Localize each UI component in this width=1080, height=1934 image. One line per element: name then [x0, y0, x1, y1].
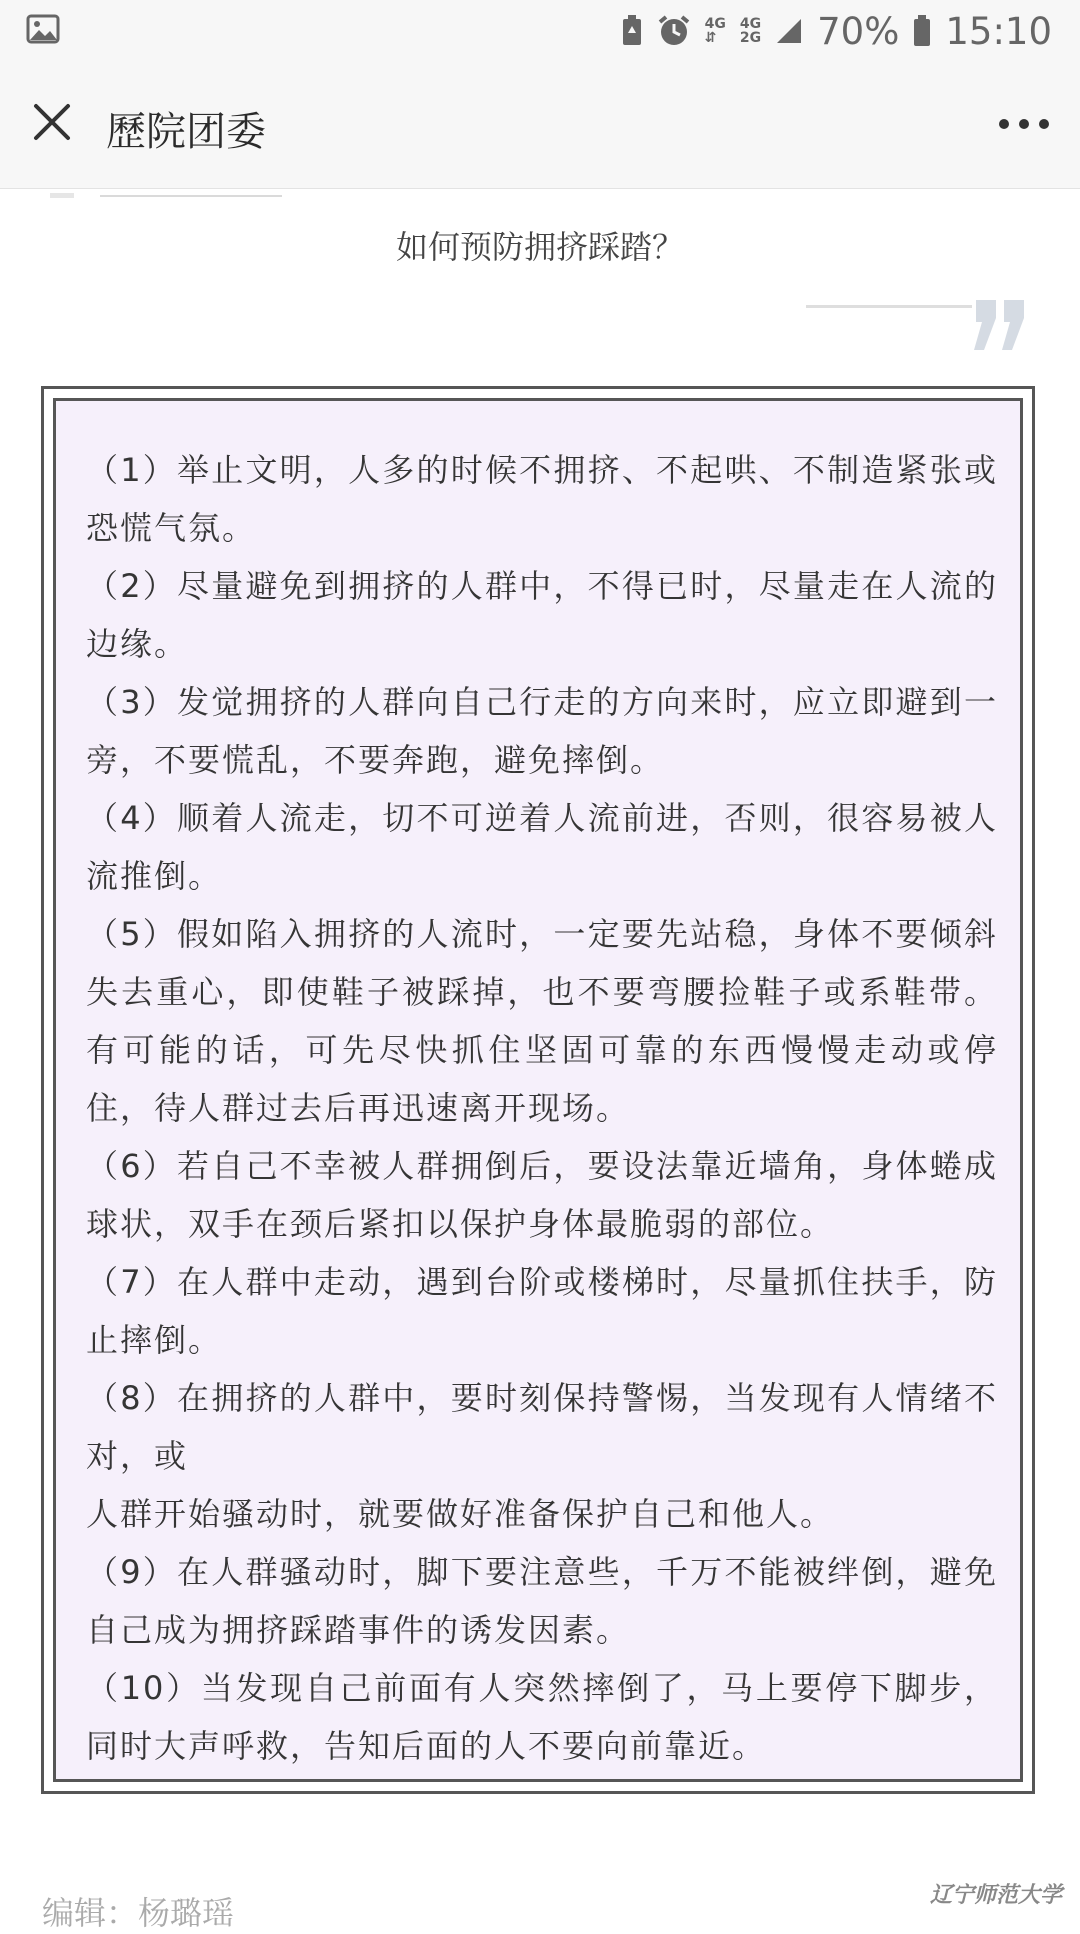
alarm-icon: [657, 14, 691, 48]
more-options-icon[interactable]: [994, 102, 1054, 146]
decorative-line: [100, 195, 282, 197]
tip-item: （7）在人群中走动，遇到台阶或楼梯时，尽量抓住扶手，防止摔倒。: [86, 1263, 998, 1359]
close-quote-icon: [970, 300, 1030, 352]
tip-item: （4）顺着人流走，切不可逆着人流前进，否则，很容易被人流推倒。: [86, 799, 998, 895]
decorative-dots: [50, 193, 74, 198]
title-bar: [0, 62, 1080, 189]
network-indicator-1: 4G ⇵: [704, 16, 726, 46]
tip-item: （8）在拥挤的人群中，要时刻保持警惕，当发现有人情绪不对，或: [86, 1379, 998, 1475]
watermark: 辽宁师范大学: [929, 1883, 1062, 1908]
quote-line: [806, 305, 972, 308]
battery-percent: 70%: [817, 9, 900, 53]
editor-credit: 编辑：杨璐瑶: [42, 1894, 235, 1932]
tips-box: [41, 386, 1035, 1794]
tip-item: （10）当发现自己前面有人突然摔倒了，马上要停下脚步，同时大声呼救，告知后面的人不要向前靠近。: [86, 1669, 998, 1765]
tip-item: （5）假如陷入拥挤的人流时，一定要先站稳，身体不要倾斜失去重心，即使鞋子被踩掉，也不要弯腰捡鞋子或系鞋带。有可能的话，可先尽快抓住坚固可靠的东西慢慢走动或停住，待人群过去后再迅速离开现场。: [86, 915, 998, 1127]
network-indicator-2: 4G 2G: [739, 16, 762, 46]
tip-item: （6）若自己不幸被人群拥倒后，要设法靠近墙角，身体蜷成球状，双手在颈后紧扣以保护身体最脆弱的部位。: [86, 1147, 998, 1243]
signal-icon: [775, 17, 803, 45]
page-title: 歷院团委: [106, 109, 266, 155]
clock: 15:10: [945, 9, 1052, 53]
tip-item: （2）尽量避免到拥挤的人群中，不得已时，尽量走在人流的边缘。: [86, 567, 998, 663]
tips-content: [53, 398, 1023, 1782]
tip-item: 人群开始骚动时，就要做好准备保护自己和他人。: [86, 1495, 835, 1533]
tip-item: （9）在人群骚动时，脚下要注意些，千万不能被绊倒，避免自己成为拥挤踩踏事件的诱发因素。: [86, 1553, 998, 1649]
status-bar: [0, 0, 1080, 62]
battery-icon: [913, 15, 931, 47]
gallery-icon: [26, 14, 60, 44]
tip-item: （1）举止文明，人多的时候不拥挤、不起哄、不制造紧张或恐慌气氛。: [86, 451, 998, 547]
close-icon[interactable]: [28, 98, 76, 146]
tip-item: （3）发觉拥挤的人群向自己行走的方向来时，应立即避到一旁，不要慌乱，不要奔跑，避免摔倒。: [86, 683, 998, 779]
battery-saver-icon: [621, 15, 643, 47]
section-heading: 如何预防拥挤踩踏？: [395, 228, 684, 266]
